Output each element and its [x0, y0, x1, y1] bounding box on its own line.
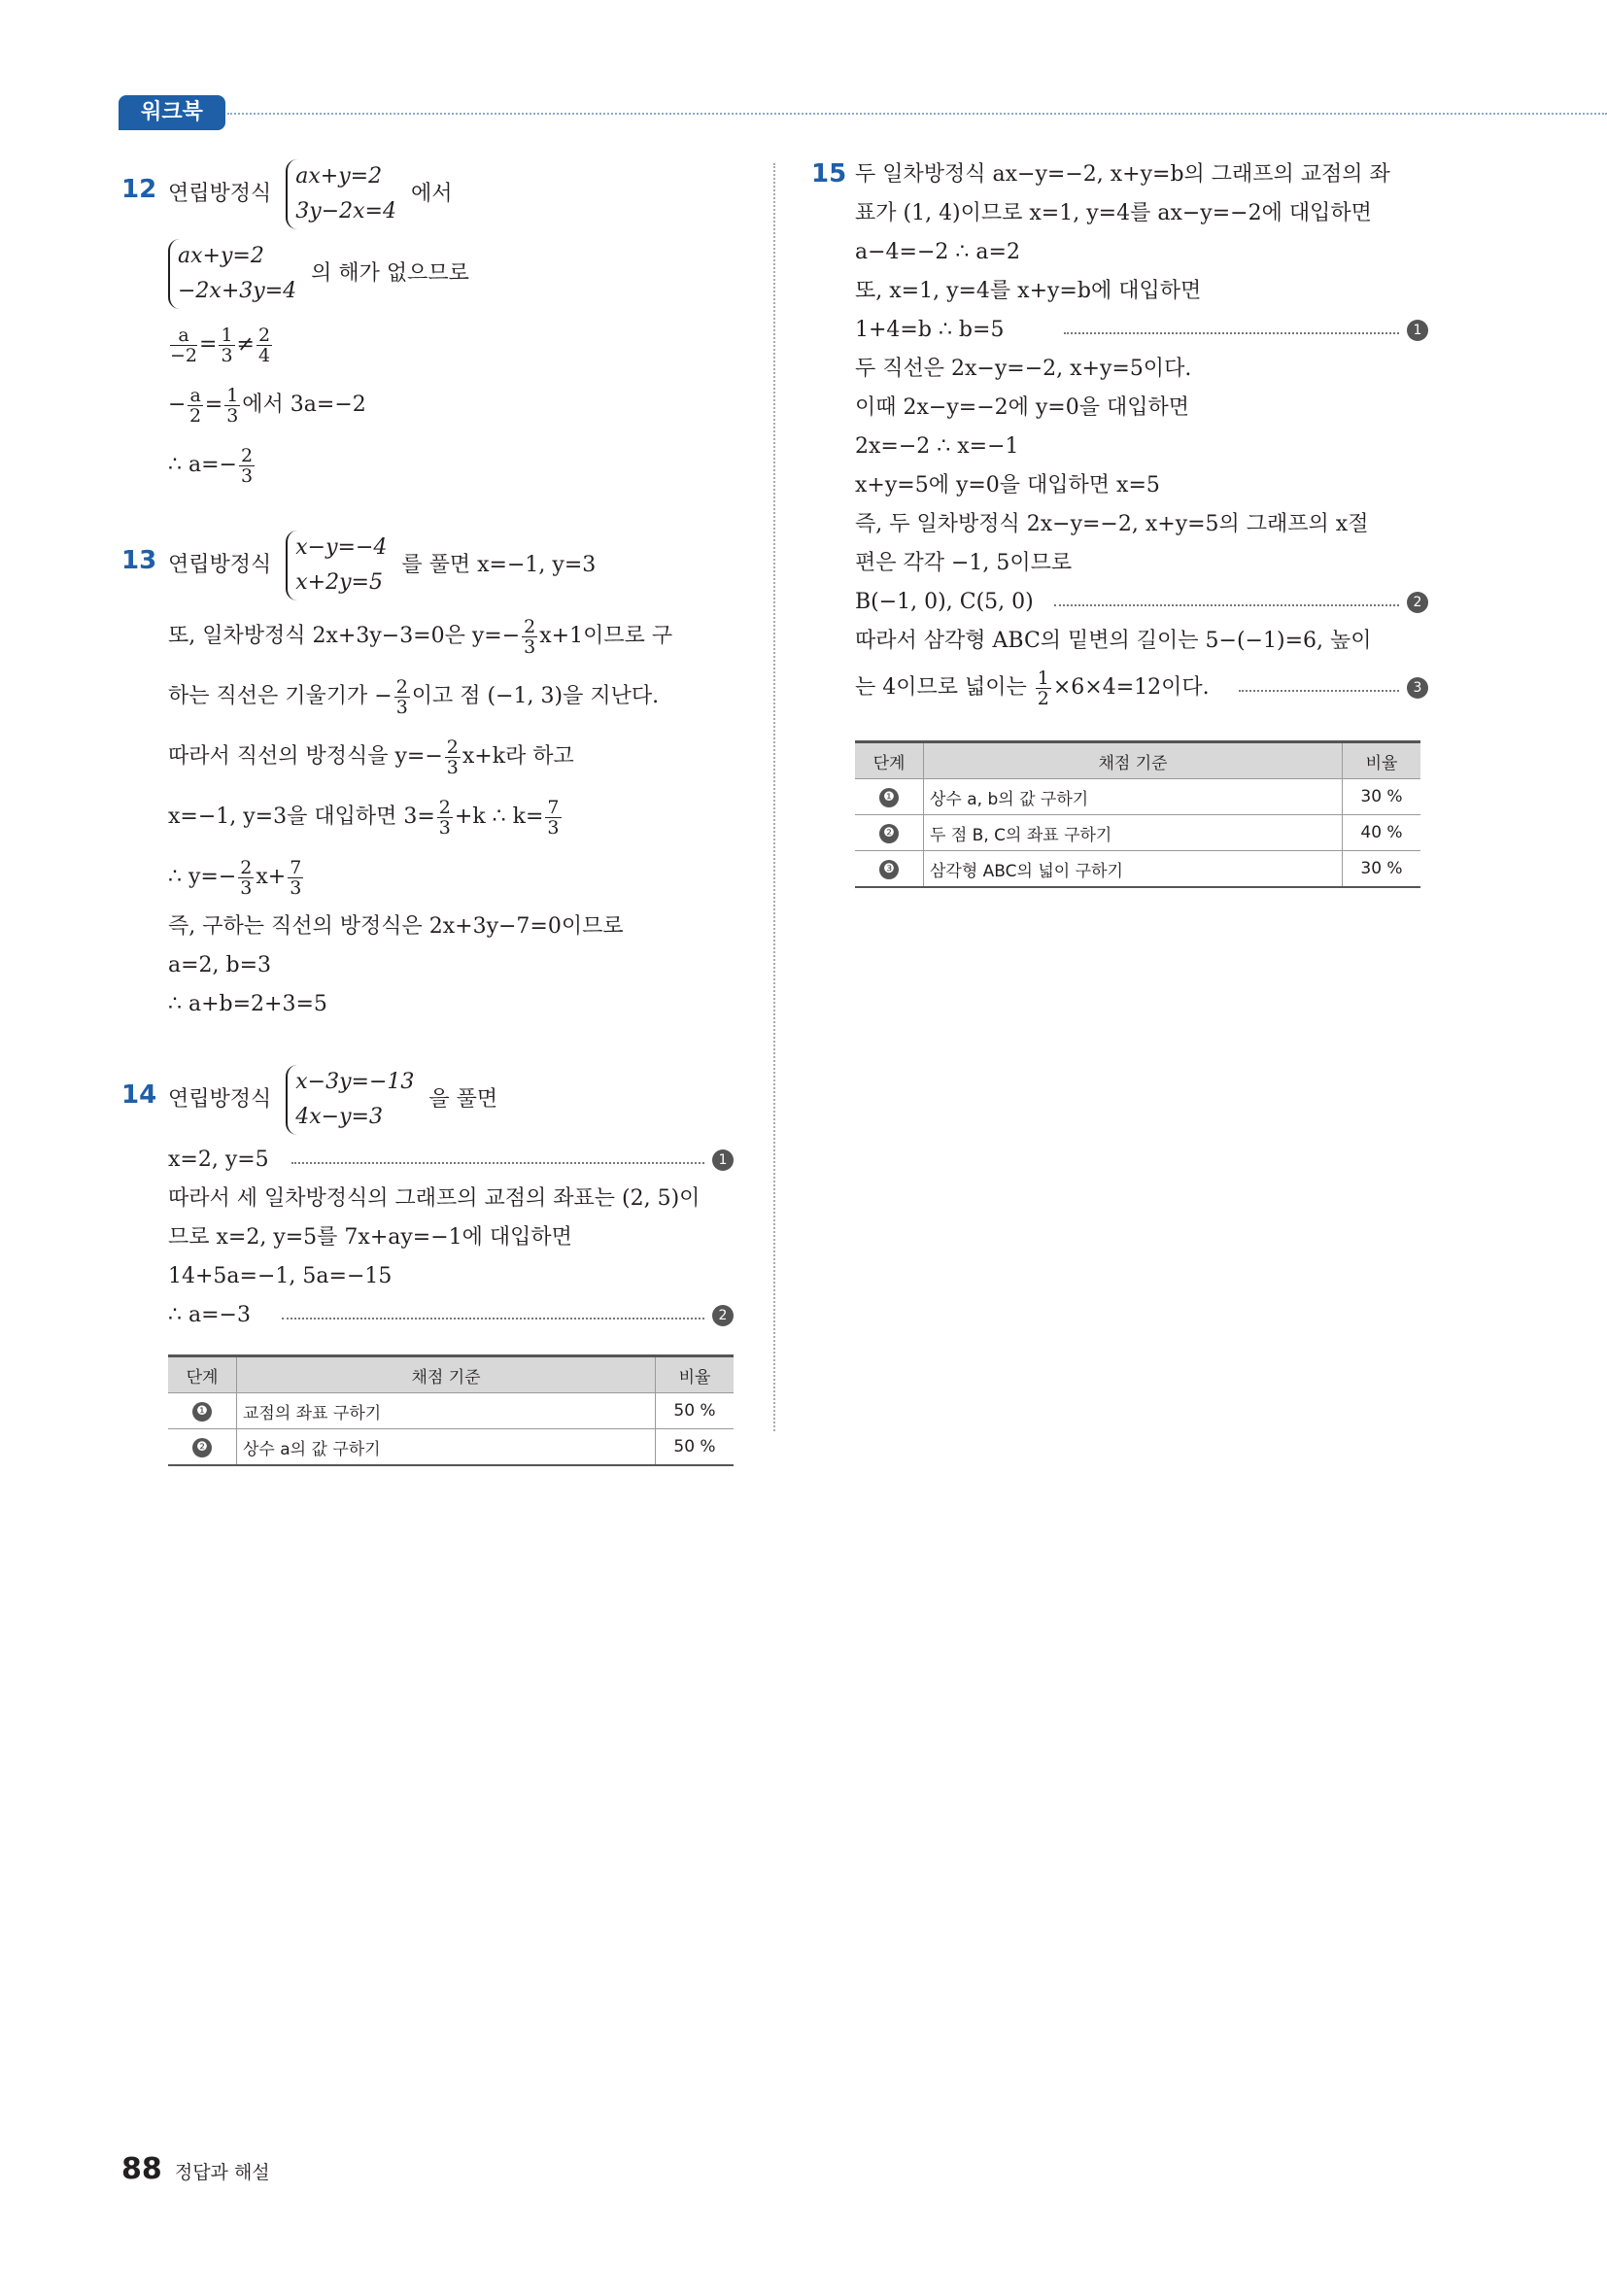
- p15-line-12: B(−1, 0), C(5, 0) 2: [855, 583, 1428, 622]
- leader-dots: [1064, 332, 1399, 334]
- equation-system: ax+y=2 3y−2x=4: [286, 159, 396, 229]
- p12-line-ratio: $\frac{a}{-2}$ = $\frac{1}{3}$ ≠ $\frac{2}{4}$: [170, 324, 271, 366]
- fraction: $\frac{a}{-2}$: [170, 324, 198, 366]
- fraction: $\frac{1}{3}$: [226, 384, 239, 427]
- p12-line-solve: − $\frac{a}{2}$ = $\frac{1}{3}$ 에서 3a=−2: [168, 384, 366, 427]
- scoring-table: [168, 1354, 734, 1466]
- p14-line-5: ∴ a=−3 2: [121, 1296, 734, 1335]
- p14-line-4: 14+5a=−1, 5a=−15: [168, 1264, 393, 1288]
- fraction: $\frac{2}{3}$: [524, 615, 536, 658]
- p14-line-2: 따라서 세 일차방정식의 그래프의 교점의 좌표는 (2, 5)이: [168, 1186, 701, 1211]
- table-header: 채점 기준: [237, 1356, 656, 1393]
- p14-line-1: x=2, y=5 1: [121, 1141, 734, 1180]
- problem-13: [121, 525, 734, 1040]
- scoring-table: [855, 740, 1420, 888]
- left-column: [121, 155, 734, 1466]
- p13-line-8: ∴ a+b=2+3=5: [168, 992, 327, 1016]
- p15-line-1: 두 일차방정식 ax−y=−2, x+y=b의 그래프의 교점의 좌: [855, 162, 1390, 187]
- fraction: $\frac{2}{3}$: [446, 736, 459, 778]
- p13-line-2: 하는 직선은 기울기가 − $\frac{2}{3}$ 이고 점 (−1, 3)을 지난다.: [168, 675, 660, 718]
- p13-line-7: a=2, b=3: [168, 953, 272, 977]
- problem-number: 14: [121, 1080, 157, 1110]
- p12-line-answer: ∴ a=− $\frac{2}{3}$: [168, 444, 254, 487]
- p13-line-3: 따라서 직선의 방정식을 y=− $\frac{2}{3}$ x+k라 하고: [168, 736, 574, 778]
- p15-line-4: 또, x=1, y=4를 x+y=b에 대입하면: [855, 279, 1202, 303]
- fraction: $\frac{a}{2}$: [189, 384, 202, 427]
- leader-dots: [1239, 690, 1399, 692]
- step-badge: 1: [1407, 320, 1428, 341]
- fraction: $\frac{2}{3}$: [240, 856, 253, 899]
- p13-line-1: 또, 일차방정식 2x+3y−3=0은 y=− $\frac{2}{3}$ x+1이므로 구: [168, 615, 673, 658]
- fraction: $\frac{7}{3}$: [290, 856, 302, 899]
- p12-line-intro: 연립방정식 ax+y=2 3y−2x=4 에서: [121, 155, 734, 233]
- step-badge: 1: [712, 1149, 734, 1171]
- step-badge: 3: [1407, 677, 1428, 699]
- problem-15: [811, 155, 1428, 888]
- step-badge: ❸: [879, 860, 899, 879]
- fraction: $\frac{2}{3}$: [395, 675, 408, 718]
- p14-line-3: 므로 x=2, y=5를 7x+ay=−1에 대입하면: [168, 1225, 572, 1250]
- leader-dots: [291, 1162, 704, 1164]
- step-badge: ❷: [879, 824, 899, 843]
- p15-line-7: 이때 2x−y=−2에 y=0을 대입하면: [855, 395, 1189, 420]
- fraction: $\frac{2}{3}$: [438, 796, 451, 839]
- table-row: ❶ 상수 a, b의 값 구하기 30 %: [855, 779, 1420, 815]
- header-rule: [227, 113, 1607, 115]
- leader-dots: [1054, 604, 1399, 606]
- p15-line-9: x+y=5에 y=0을 대입하면 x=5: [855, 473, 1160, 497]
- p13-line-intro: 연립방정식 x−y=−4 x+2y=5 를 풀면 x=−1, y=3: [121, 525, 734, 606]
- p15-line-13: 따라서 삼각형 ABC의 밑변의 길이는 5−(−1)=6, 높이: [855, 629, 1372, 653]
- leader-dots: [282, 1318, 704, 1319]
- step-badge: ❶: [879, 788, 899, 807]
- equation-system: x−3y=−13 4x−y=3: [286, 1065, 414, 1135]
- p15-line-2: 표가 (1, 4)이므로 x=1, y=4를 ax−y=−2에 대입하면: [855, 201, 1372, 225]
- step-badge: ❷: [192, 1438, 212, 1457]
- fraction: $\frac{1}{3}$: [221, 324, 233, 366]
- p13-line-4: x=−1, y=3을 대입하면 3= $\frac{2}{3}$ +k ∴ k= $\frac{7}{3}$: [168, 796, 560, 839]
- p15-line-3: a−4=−2 ∴ a=2: [855, 240, 1020, 264]
- problem-14: [121, 1059, 734, 1466]
- equation-system: x−y=−4 x+2y=5: [286, 531, 387, 600]
- table-header: 비율: [656, 1356, 735, 1393]
- table-row: ❸ 삼각형 ABC의 넓이 구하기 30 %: [855, 851, 1420, 888]
- p15-line-8: 2x=−2 ∴ x=−1: [855, 434, 1019, 459]
- step-badge: ❶: [192, 1402, 212, 1422]
- table-header: 단계: [855, 742, 924, 779]
- fraction: $\frac{2}{4}$: [257, 324, 271, 366]
- table-row: ❷ 상수 a의 값 구하기 50 %: [168, 1429, 734, 1466]
- page-header: [119, 95, 1607, 130]
- problem-number: 15: [811, 159, 847, 188]
- step-badge: 2: [712, 1305, 734, 1326]
- p15-line-5: 1+4=b ∴ b=5 1: [855, 311, 1428, 350]
- table-header: 단계: [168, 1356, 237, 1393]
- p13-line-6: 즉, 구하는 직선의 방정식은 2x+3y−7=0이므로: [168, 914, 624, 939]
- table-row: ❶ 교점의 좌표 구하기 50 %: [168, 1393, 734, 1429]
- right-column: [811, 155, 1428, 888]
- fraction: $\frac{7}{3}$: [547, 796, 560, 839]
- fraction: $\frac{2}{3}$: [240, 444, 254, 487]
- problem-number: 12: [121, 175, 157, 204]
- page-footer: [121, 2152, 270, 2186]
- workbook-tab: 워크북: [119, 95, 225, 130]
- column-divider: [773, 163, 775, 1431]
- p15-line-10: 즉, 두 일차방정식 2x−y=−2, x+y=5의 그래프의 x절: [855, 512, 1369, 536]
- p14-line-intro: 연립방정식 x−3y=−13 4x−y=3 을 풀면: [121, 1059, 734, 1141]
- page-number: 88: [121, 2152, 162, 2186]
- table-row: ❷ 두 점 B, C의 좌표 구하기 40 %: [855, 815, 1420, 851]
- problem-number: 13: [121, 546, 157, 575]
- p12-line-system2: ax+y=2 −2x+3y=4 의 해가 없으므로: [121, 233, 734, 315]
- p15-line-14: 는 4이므로 넓이는 $\frac{1}{2}$ ×6×4=12이다. 3: [855, 661, 1428, 715]
- equation-system: ax+y=2 −2x+3y=4: [168, 239, 296, 309]
- fraction: $\frac{1}{2}$: [1037, 667, 1049, 709]
- p15-line-6: 두 직선은 2x−y=−2, x+y=5이다.: [855, 357, 1192, 381]
- table-header: 비율: [1343, 742, 1421, 779]
- footer-label: 정답과 해설: [174, 2162, 270, 2183]
- step-badge: 2: [1407, 592, 1428, 613]
- table-header: 채점 기준: [924, 742, 1343, 779]
- problem-12: [121, 155, 734, 505]
- p15-line-11: 편은 각각 −1, 5이므로: [855, 551, 1073, 575]
- p13-line-5: ∴ y=− $\frac{2}{3}$ x+ $\frac{7}{3}$: [168, 856, 302, 899]
